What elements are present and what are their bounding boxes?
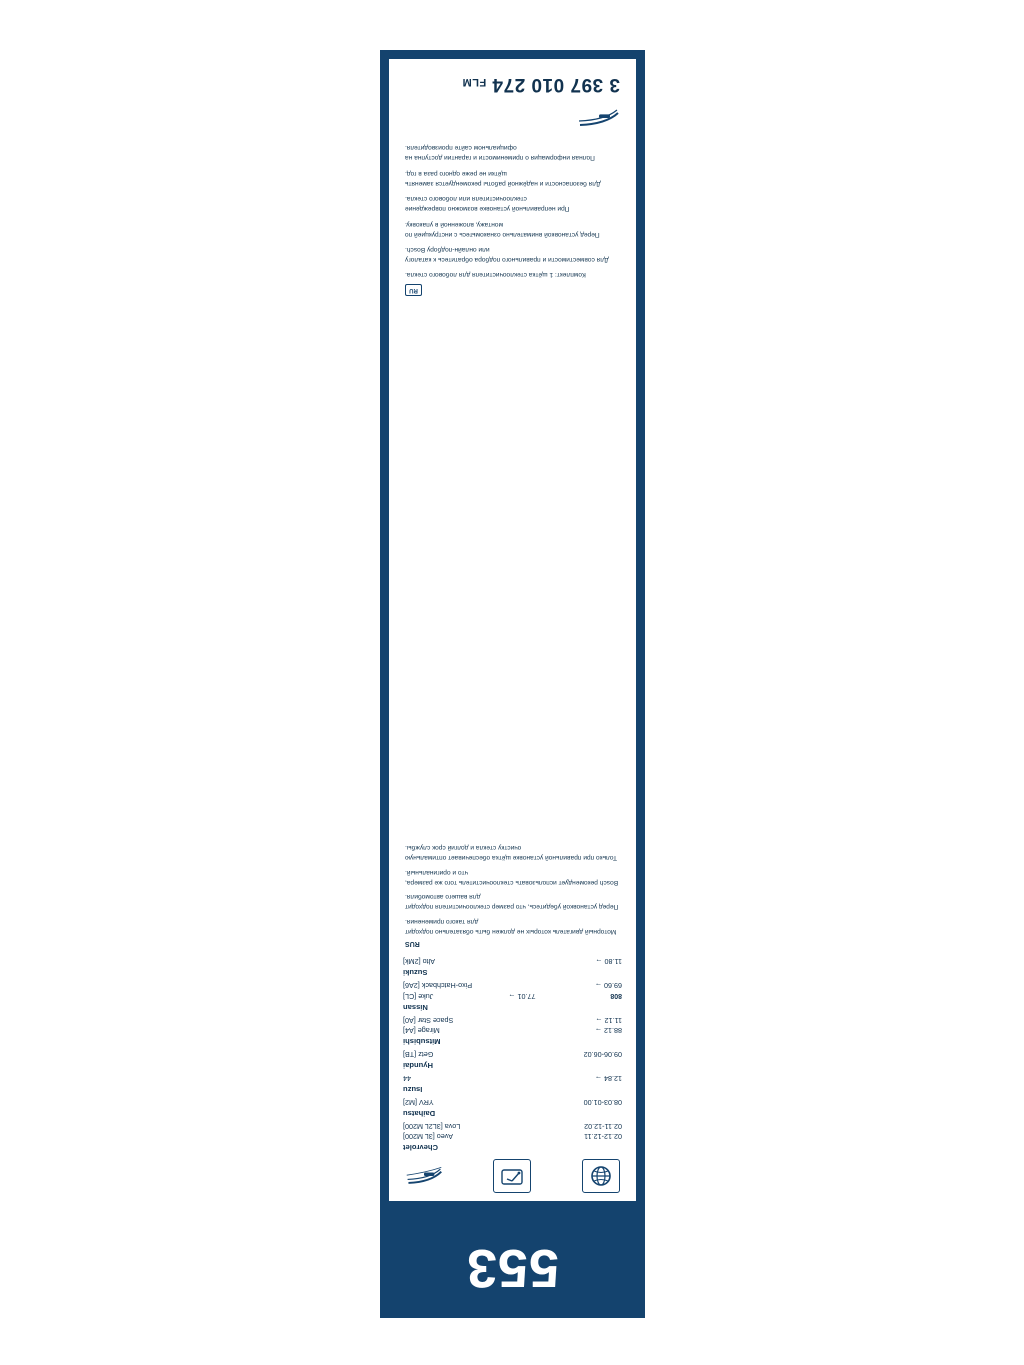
- vehicle-model-row: [403, 990, 622, 1001]
- application-group: [403, 1073, 622, 1094]
- vehicle-model: Space Star [A0]: [403, 1015, 454, 1025]
- vehicle-model-row: [403, 1015, 622, 1025]
- vehicle-make: Nissan: [403, 1002, 428, 1012]
- vehicle-model: Mirage [A4]: [403, 1026, 440, 1035]
- package-footer: [389, 59, 636, 296]
- application-group: [403, 1015, 622, 1046]
- vehicle-model-row: [403, 1121, 622, 1131]
- vehicle-model: Getz [TB]: [403, 1050, 434, 1059]
- vehicle-model: 44: [403, 1074, 411, 1083]
- vehicle-model-row: [403, 1025, 622, 1035]
- vehicle-make: Daihatsu: [403, 1108, 436, 1118]
- vehicle-make: Chevrolet: [403, 1143, 439, 1152]
- footer-paragraph: Полная информация о применимости и гарантии доступна на официальном сайте производителя.: [405, 144, 595, 162]
- vehicle-model: Lova [3L2L M200]: [403, 1122, 461, 1131]
- wiper-blade-package: [380, 50, 645, 1318]
- wiper-install-icon: [494, 1159, 532, 1193]
- vehicle-application-list: [389, 956, 636, 1157]
- application-group: [403, 1121, 622, 1152]
- vehicle-model: Alto [2Mk]: [403, 956, 435, 966]
- application-group: [403, 956, 622, 977]
- wiper-blade-icon: [405, 1159, 443, 1193]
- footer-wiper-blade-icon: [405, 101, 620, 130]
- icon-row: [389, 1157, 636, 1201]
- vehicle-make: Hyundai: [403, 1060, 433, 1070]
- part-number-value: 3 397 010 274: [491, 74, 620, 95]
- vehicle-model-row: [403, 956, 622, 966]
- globe-icon: [582, 1159, 620, 1193]
- vehicle-years: 69.60 →: [594, 980, 622, 990]
- notice-language-tag: RUS: [405, 939, 420, 947]
- footer-paragraph: Для безопасности и надёжной работы рекомендуется заменять щётки не реже одного раза в год.: [405, 169, 601, 187]
- blade-size-number: 553: [465, 1238, 560, 1298]
- footer-paragraph: Комплект: 1 щётка стеклоочистителя для лобового стекла.: [405, 271, 586, 279]
- vehicle-years: 77.01 →: [508, 991, 536, 1001]
- vehicle-years: 08.03-01.00: [583, 1098, 622, 1107]
- notice-paragraph: Только при правильной установке щётка обеспечивает оптимальную очистку стекла и долгий срок службы.: [405, 843, 617, 861]
- package-header-band: [389, 1201, 636, 1309]
- vehicle-model: Aveo [3L M200]: [403, 1132, 453, 1142]
- vehicle-years: 11.80 →: [595, 956, 622, 966]
- blank-area: [389, 296, 636, 837]
- vehicle-model: Pixo-Hatchback [2A6]: [403, 980, 473, 990]
- vehicle-model: YRV [M2]: [403, 1098, 434, 1107]
- vehicle-years: 02.12-12.11: [584, 1132, 622, 1142]
- application-group: [403, 1097, 622, 1118]
- vehicle-years: 88.12 →: [594, 1026, 622, 1035]
- vehicle-make: Mitsubishi: [403, 1036, 441, 1046]
- vehicle-extra-code: 808: [610, 991, 622, 999]
- notice-paragraph: Моторный двигатель которых не должен быть обязательно подходит для такого применения.: [405, 918, 617, 936]
- vehicle-years: 12.84 →: [594, 1074, 622, 1083]
- footer-paragraph: Для совместимости и правильного подбора обратитесь к каталогу или онлайн-подбору Bosch.: [405, 245, 609, 264]
- application-group: [403, 1049, 622, 1070]
- vehicle-years: 09.06-06.02: [583, 1050, 622, 1059]
- footer-paragraph: Перед установкой внимательно ознакомьтесь с инструкцией по монтажу, вложенной в упаковку.: [405, 220, 600, 238]
- part-number: [405, 73, 620, 95]
- part-number-suffix: FLM: [462, 76, 487, 88]
- footer-paragraph: При неправильной установке возможно повреждение стеклоочистителя или лобового стекла.: [405, 195, 570, 213]
- vehicle-make: Isuzu: [403, 1084, 423, 1094]
- vehicle-years: 02.11-12.02: [584, 1122, 622, 1131]
- vehicle-years: 11.12 →: [595, 1015, 622, 1025]
- vehicle-model-row: [403, 980, 622, 990]
- vehicle-model-row: [403, 1097, 622, 1107]
- vehicle-model-row: [403, 1073, 622, 1083]
- vehicle-model-row: [403, 1049, 622, 1059]
- notice-paragraph: Bosch рекомендует использовать стеклоочиститель того же размера, что и оригинальный.: [405, 868, 619, 886]
- footer-text-block: [405, 142, 620, 279]
- notice-paragraph: Перед установкой убедитесь, что размер стеклоочистителя подходит для вашего автомобиля.: [405, 893, 619, 911]
- vehicle-model-row: [403, 1131, 622, 1141]
- flag-badge: RU: [405, 284, 422, 296]
- application-group: [403, 980, 622, 1012]
- application-notice: [389, 837, 636, 956]
- vehicle-make: Suzuki: [403, 967, 428, 977]
- vehicle-model: Juke [CL]: [403, 991, 434, 1001]
